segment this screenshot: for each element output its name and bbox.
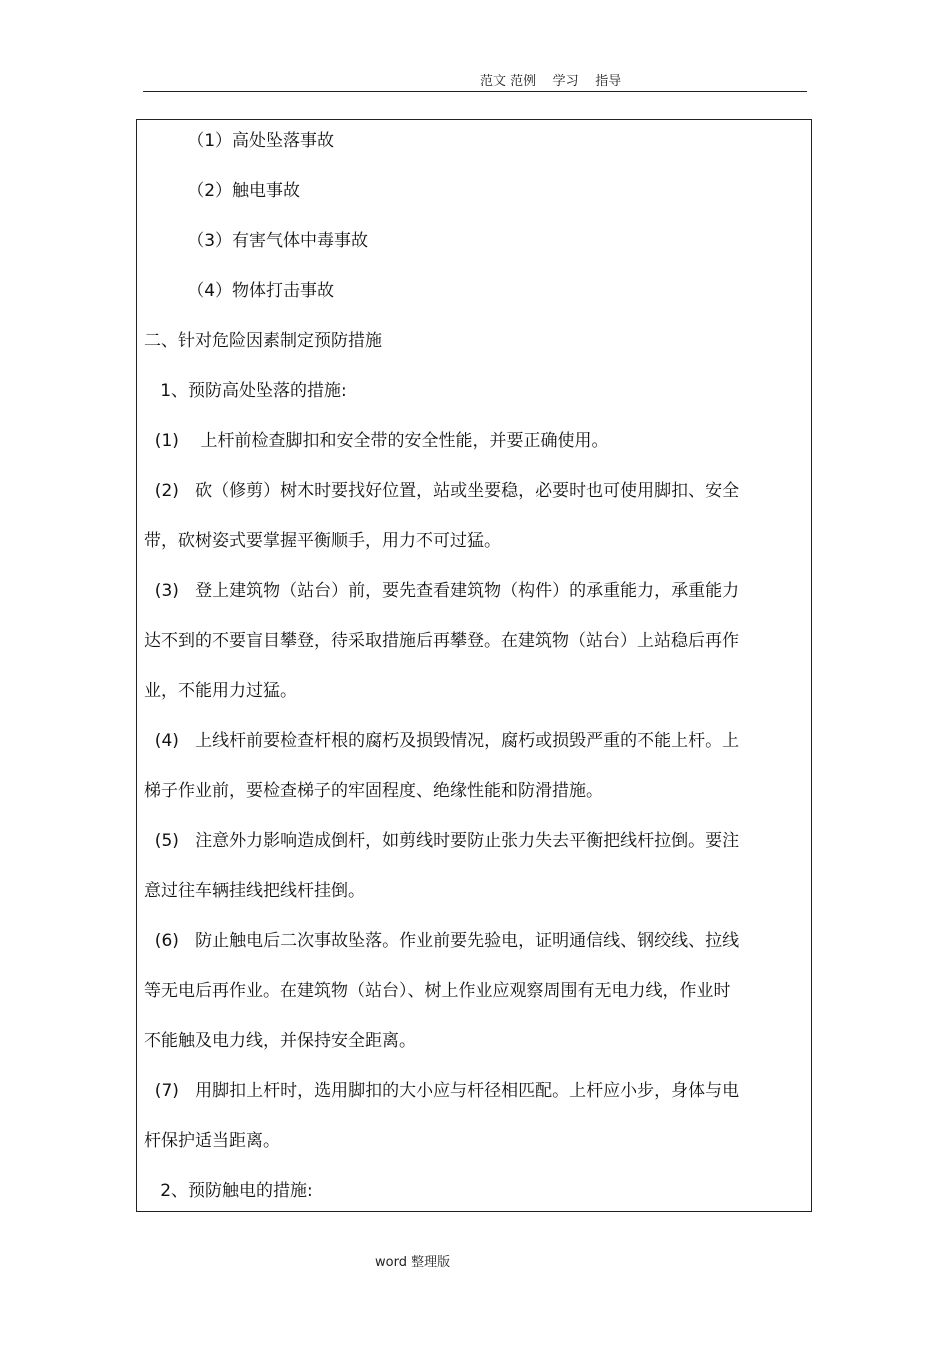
text-line: 等无电后再作业。在建筑物（站台）、树上作业应观察周围有无电力线，作业时	[144, 981, 731, 1001]
text-line: （2）触电事故	[144, 181, 301, 201]
subsection-heading: 2、预防触电的措施:	[144, 1181, 313, 1201]
text-line: 业，不能用力过猛。	[144, 681, 297, 701]
text-line: （3）有害气体中毒事故	[144, 231, 369, 251]
header-divider	[143, 91, 807, 92]
text-line: （4）物体打击事故	[144, 281, 335, 301]
text-line: (1) 上杆前检查脚扣和安全带的安全性能，并要正确使用。	[144, 431, 609, 451]
text-line: (3) 登上建筑物（站台）前，要先查看建筑物（构件）的承重能力，承重能力	[144, 581, 740, 601]
text-line: 不能触及电力线，并保持安全距离。	[144, 1031, 416, 1051]
text-line: 梯子作业前，要检查梯子的牢固程度、绝缘性能和防滑措施。	[144, 781, 603, 801]
text-line: (4) 上线杆前要检查杆根的腐朽及损毁情况，腐朽或损毁严重的不能上杆。上	[144, 731, 740, 751]
text-line: 带，砍树姿式要掌握平衡顺手，用力不可过猛。	[144, 531, 501, 551]
text-line: (5) 注意外力影响造成倒杆，如剪线时要防止张力失去平衡把线杆拉倒。要注	[144, 831, 740, 851]
text-line: (2) 砍（修剪）树木时要找好位置，站或坐要稳，必要时也可使用脚扣、安全	[144, 481, 740, 501]
text-line: (6) 防止触电后二次事故坠落。作业前要先验电，证明通信线、钢绞线、拉线	[144, 931, 740, 951]
page-footer: word 整理版	[375, 1255, 451, 1270]
text-line: (7) 用脚扣上杆时，选用脚扣的大小应与杆径相匹配。上杆应小步，身体与电	[144, 1081, 740, 1101]
text-line: 杆保护适当距离。	[144, 1131, 280, 1151]
subsection-heading: 1、预防高处坠落的措施:	[144, 381, 347, 401]
text-line: 意过往车辆挂线把线杆挂倒。	[144, 881, 365, 901]
text-line: （1）高处坠落事故	[144, 131, 335, 151]
section-heading: 二、针对危险因素制定预防措施	[144, 331, 382, 351]
text-line: 达不到的不要盲目攀登，待采取措施后再攀登。在建筑物（站台）上站稳后再作	[144, 631, 739, 651]
page-header: 范文 范例 学习 指导	[480, 74, 622, 89]
